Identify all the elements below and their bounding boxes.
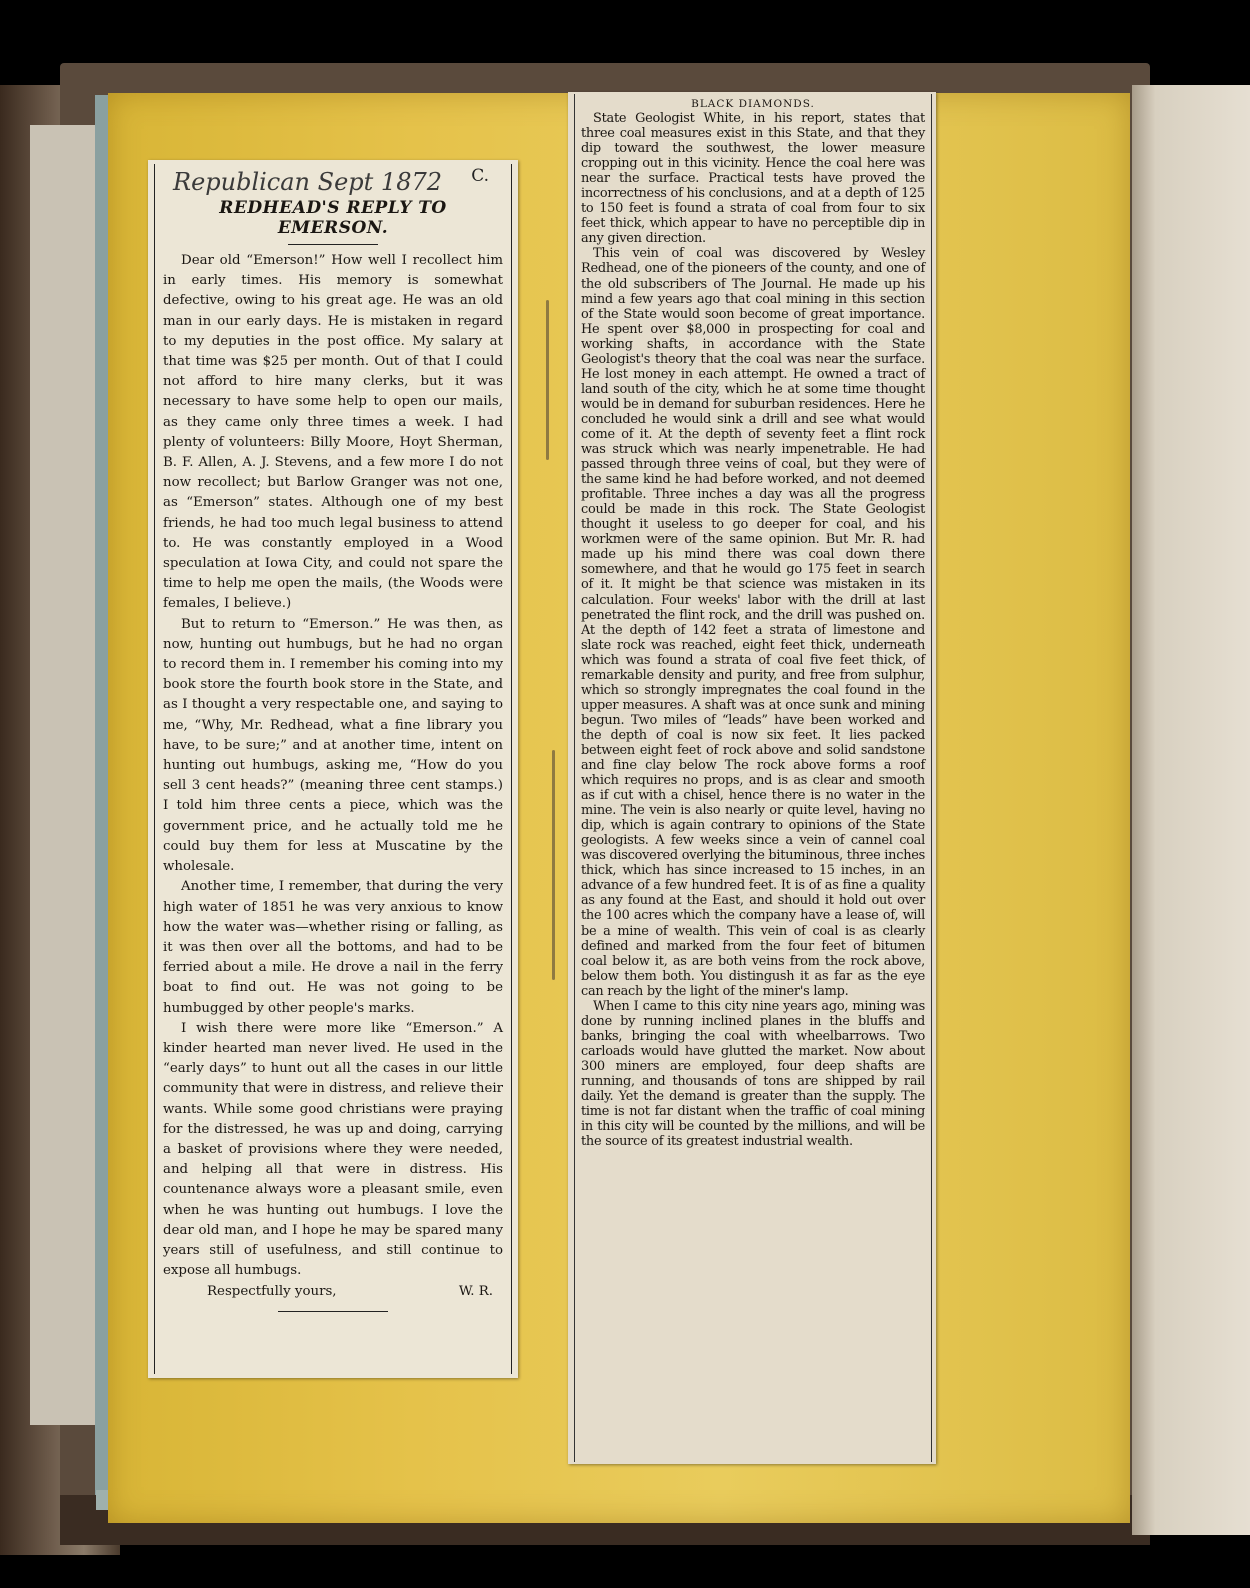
paragraph: Another time, I remember, that during the very high water of 1851 he was very anxious to know how the water was—whether rising or falling, as it was then over all the bottoms, and had to be ferried about a mile. He drove a nail in the ferry boat to find out. He was not going to be humbugged by other people's marks. [163, 879, 503, 1016]
facing-page [1132, 85, 1250, 1535]
article-title: BLACK DIAMONDS. [691, 98, 815, 110]
headline: REDHEAD'S REPLY TO EMERSON. [219, 198, 447, 238]
handwritten-annotation-row [163, 166, 503, 196]
left-newspaper-clipping [148, 160, 518, 1378]
pencil-mark [552, 750, 555, 980]
right-newspaper-clipping [568, 92, 936, 1464]
paragraph: This vein of coal was discovered by Wesley Redhead, one of the pioneers of the county, and one of the old subscribers of The Journal. He made up his mind a few years ago that coal mining in this section of the State would soon become of great importance. He spent over $8,000 in prospecting for coal and working shafts, in accordance with the State Geologist's theory that the coal was near the surface. He lost money in each attempt. He owned a tract of land south of the city, which he at some time thought would be in demand for suburban residences. Here he concluded he would sink a drill and see what would come of it. At the depth of seventy feet a flint rock was struck which was nearly impenetrable. He had passed through three veins of coal, but they were of the same kind he had before worked, and not deemed profitable. Three inches a day was all the progress could be made in this rock. The State Geologist thought it useless to go deeper for coal, and his workmen were of the same opinion. But Mr. R. had made up his mind there was coal down there somewhere, and that he would go 175 feet in search of it. It might be that science was mistaken in its calculation. Four weeks' labor with the drill at last penetrated the flint rock, and the drill was pushed on. At the depth of 142 feet a strata of limestone and slate rock was reached, eight feet thick, underneath which was found a strata of coal five feet thick, of remarkable density and purity, and free from sulphur, which so strongly impregnates the coal found in the upper measures. A shaft was at once sunk and mining begun. Two miles of “leads” have been worked and the depth of coal is now six feet. It lies packed between eight feet of rock above and solid sandstone and fine clay below The rock above forms a roof which requires no props, and is as clear and smooth as if cut with a chisel, hence there is no water in the mine. The vein is also nearly or quite level, having no dip, which is again contrary to opinions of the State geologists. A few weeks since a vein of cannel coal was discovered overlying the bituminous, three inches thick, which has since increased to 15 inches, in an advance of a few hundred feet. It is of as fine a quality as any found at the East, and should it hold out over the 100 acres which the company have a lease of, will be a mine of wealth. This vein of coal is as clearly defined and marked from the four feet of bitumen coal below it, as are both veins from the rock above, below them both. You distingush it as far as the eye can reach by the light of the miner's lamp. [581, 246, 925, 999]
pencil-mark [546, 300, 549, 460]
paragraph: But to return to “Emerson.” He was then, as now, hunting out humbugs, but he had no organ to record them in. I remember his coming into my book store the fourth book store in the State, and as I thought a very respectable one, and saying to me, “Why, Mr. Redhead, what a fine library you have, to be sure;” and at another time, intent on hunting out humbugs, asking me, “How do you sell 3 cent heads?” (meaning three cent stamps.) I told him three cents a piece, which was the government price, and he actually told me he could buy them for less at Muscatine by the wholesale. [163, 616, 503, 875]
signature: W. R. [458, 1284, 493, 1300]
handwritten-annotation: Republican Sept 1872 [173, 168, 443, 196]
paragraph: I wish there were more like “Emerson.” A kinder hearted man never lived. He used in the “early days” to hunt out all the cases in our little community that were in distress, and relieve their wants. While some good christians were praying for the distressed, he was up and doing, carrying a basket of provisions where they were needed, and helping all that were in distress. His countenance always wore a pleasant smile, even when he was hunting out humbugs. I love the dear old man, and I hope he may be spared many years still of usefulness, and still continue to expose all humbugs. [163, 1020, 503, 1279]
column-marker: C. [471, 166, 489, 186]
headline-rule [288, 244, 378, 245]
signature-line [163, 1281, 503, 1303]
paragraph: State Geologist White, in his report, states that three coal measures exist in this State, and that they dip toward the southwest, the lower measure cropping out in this vicinity. Hence the coal here was near the surface. Practical tests have proved the incorrectness of his conclusions, and at a depth of 125 to 150 feet is found a strata of coal from four to six feet thick, which appear to have no perceptible dip in any given direction. [581, 111, 925, 247]
paragraph: When I came to this city nine years ago, mining was done by running inclined planes in the bluffs and banks, bringing the coal with wheelbarrows. Two carloads would have glutted the market. Now about 300 miners are employed, four deep shafts are running, and thousands of tons are shipped by rail daily. Yet the demand is greater than the supply. The time is not far distant when the traffic of coal mining in this city will be counted by the millions, and will be the source of its greatest industrial wealth. [581, 998, 925, 1150]
end-rule [278, 1311, 388, 1312]
paragraph: Dear old “Emerson!” How well I recollect him in early times. His memory is somewhat defective, owing to his great age. He was an old man in our early days. He is mistaken in regard to my deputies in the post office. My salary at that time was $25 per month. Out of that I could not afford to hire many clerks, but it was necessary to have some help to open our mails, as they came only three times a week. I had plenty of volunteers: Billy Moore, Hoyt Sherman, B. F. Allen, A. J. Stevens, and a few more I do not now recollect; but Barlow Granger was not one, as “Emerson” states. Although one of my best friends, he had too much legal business to attend to. He was constantly employed in a Wood speculation at Iowa City, and could not spare the time to help me open the mails, (the Woods were females, I believe.) [163, 253, 503, 612]
closing: Respectfully yours, [207, 1284, 337, 1300]
